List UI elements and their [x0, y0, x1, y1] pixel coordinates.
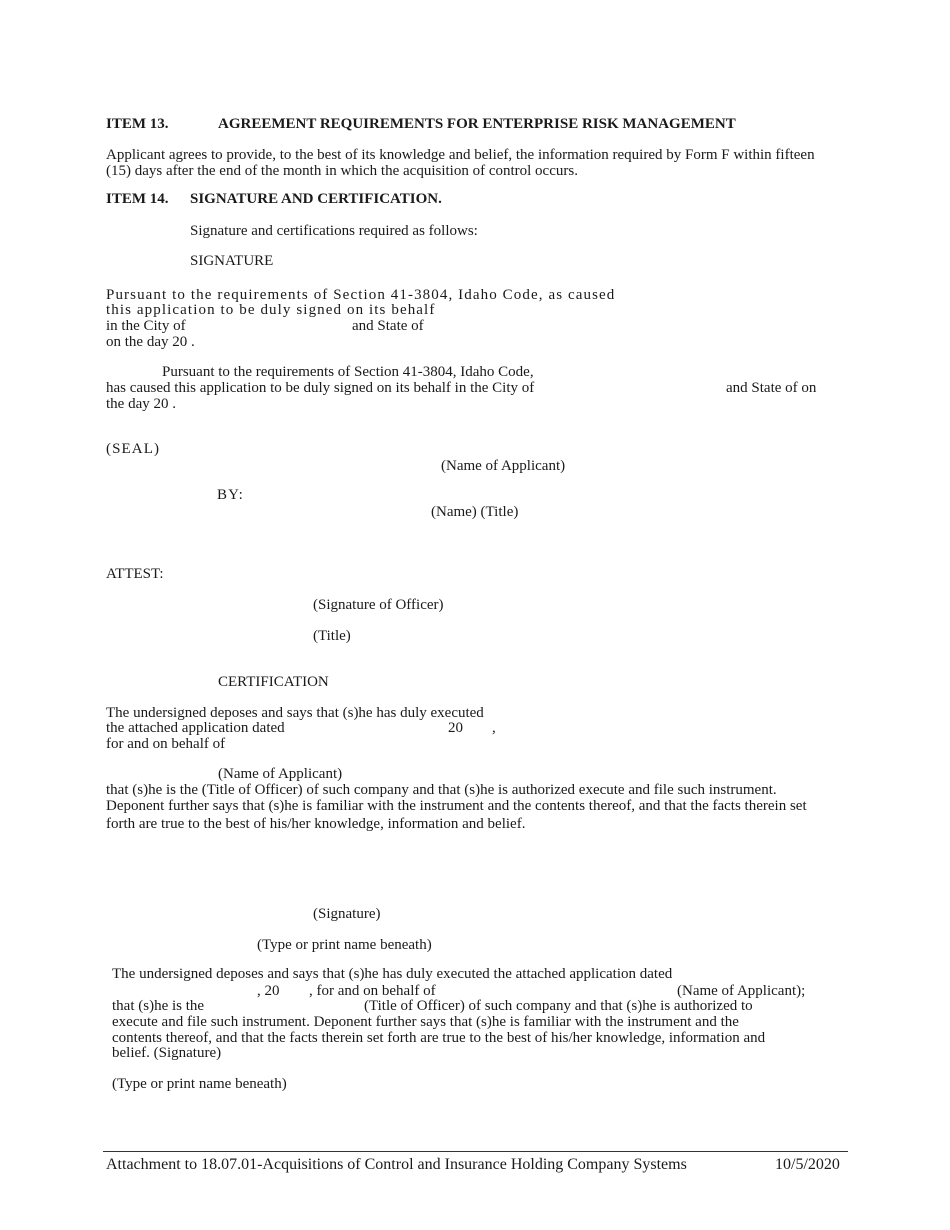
item14-intro: Signature and certifications required as follows:	[190, 223, 478, 239]
seal-label: (SEAL)	[106, 441, 161, 457]
certification2-title-of-officer: (Title of Officer) of such company and that (s)he is authorized to	[364, 998, 753, 1014]
certification-date-label: the attached application dated	[106, 720, 285, 736]
pursuant2-day-line: the day 20 .	[106, 396, 176, 412]
pursuant1-day-line: on the day 20 .	[106, 334, 195, 350]
item13-heading: AGREEMENT REQUIREMENTS FOR ENTERPRISE RISK MANAGEMENT	[218, 116, 736, 132]
pursuant1-city-label: in the City of	[106, 318, 186, 334]
certification-para2: Deponent further says that (s)he is familiar with the instrument and the contents thereof, and that the facts therein set	[106, 798, 807, 814]
certification-line3: for and on behalf of	[106, 736, 226, 752]
certification-name-of-applicant: (Name of Applicant)	[218, 766, 343, 782]
title-label: (Title)	[313, 628, 351, 644]
certification2-type-print: (Type or print name beneath)	[112, 1076, 287, 1092]
item13-body-line1: Applicant agrees to provide, to the best of its knowledge and belief, the information required by Form F within fifteen	[106, 147, 815, 163]
certification2-line5: contents thereof, and that the facts therein set forth are true to the best of his/her knowledge, information and	[112, 1030, 766, 1046]
by-label: BY:	[217, 487, 244, 503]
item13-number: ITEM 13.	[106, 116, 169, 132]
name-of-applicant-label: (Name of Applicant)	[441, 458, 566, 474]
certification2-year: , 20	[257, 983, 280, 999]
certification2-line6: belief. (Signature)	[112, 1045, 222, 1061]
certification2-that-label: that (s)he is the	[112, 998, 205, 1014]
attest-label: ATTEST:	[106, 566, 164, 582]
certification-para1: that (s)he is the (Title of Officer) of such company and that (s)he is authorized execute and file such instrument.	[106, 782, 777, 798]
certification-signature: (Signature)	[313, 906, 381, 922]
certification-heading: CERTIFICATION	[218, 674, 329, 690]
item14-number: ITEM 14.	[106, 191, 169, 207]
name-title-label: (Name) (Title)	[431, 504, 519, 520]
certification2-line1: The undersigned deposes and says that (s)he has duly executed the attached application dated	[112, 966, 673, 982]
footer-rule	[103, 1151, 848, 1152]
certification2-on-behalf: , for and on behalf of	[309, 983, 436, 999]
certification2-line4: execute and file such instrument. Deponent further says that (s)he is familiar with the instrument and the	[112, 1014, 739, 1030]
certification2-name-of-applicant: (Name of Applicant);	[677, 983, 806, 999]
certification-comma: ,	[492, 720, 496, 736]
pursuant1-line1: Pursuant to the requirements of Section 41-3804, Idaho Code, as caused	[106, 287, 616, 303]
certification-year: 20	[448, 720, 463, 736]
item13-body-line2: (15) days after the end of the month in which the acquisition of control occurs.	[106, 163, 578, 179]
footer-date: 10/5/2020	[775, 1156, 840, 1173]
pursuant2-line2: has caused this application to be duly signed on its behalf in the City of	[106, 380, 535, 396]
pursuant1-line2: this application to be duly signed on its behalf	[106, 302, 436, 318]
item14-heading: SIGNATURE AND CERTIFICATION.	[190, 191, 442, 207]
signature-of-officer-label: (Signature of Officer)	[313, 597, 444, 613]
certification-line1: The undersigned deposes and says that (s)he has duly executed	[106, 705, 484, 721]
certification-para3: forth are true to the best of his/her knowledge, information and belief.	[106, 816, 526, 832]
pursuant1-state-label: and State of	[352, 318, 424, 334]
signature-heading: SIGNATURE	[190, 253, 274, 269]
pursuant2-line1: Pursuant to the requirements of Section 41-3804, Idaho Code,	[162, 364, 534, 380]
certification-type-print: (Type or print name beneath)	[257, 937, 432, 953]
footer-text: Attachment to 18.07.01-Acquisitions of Control and Insurance Holding Company Systems	[106, 1156, 687, 1173]
pursuant2-state-label: and State of on	[726, 380, 817, 396]
